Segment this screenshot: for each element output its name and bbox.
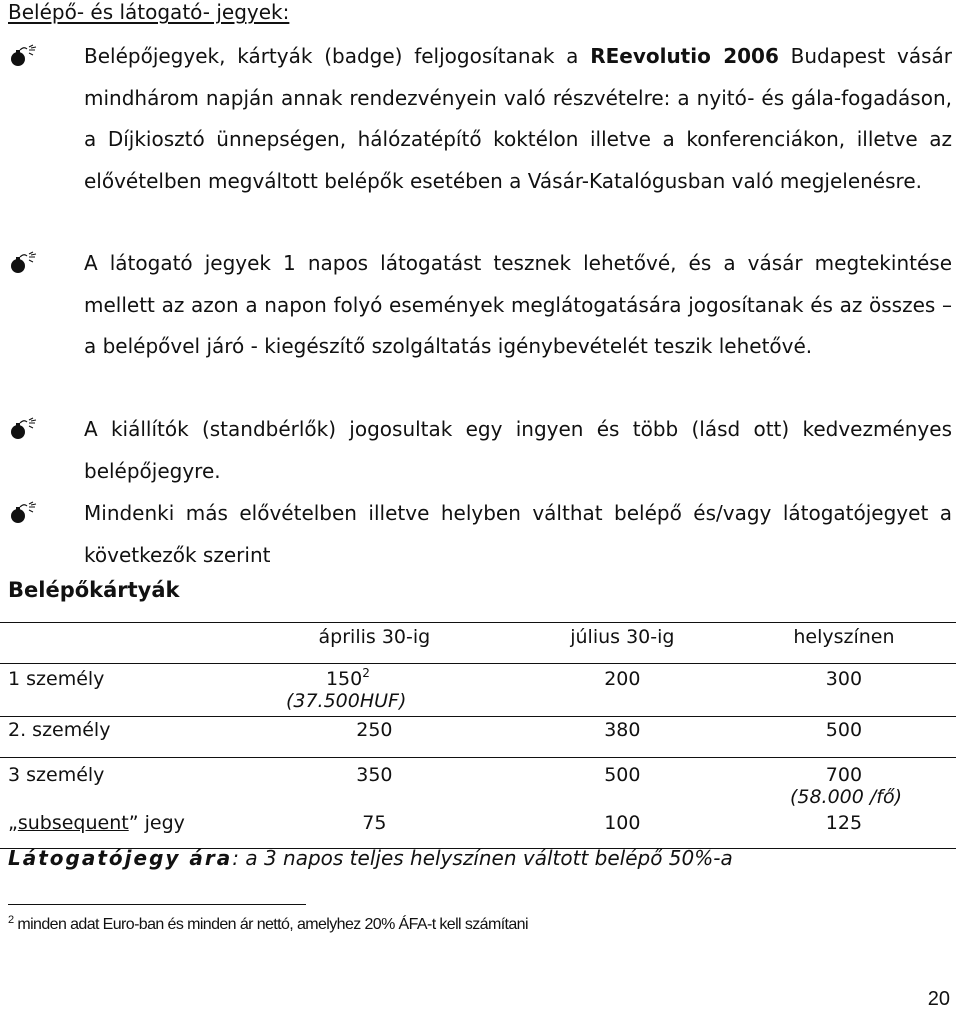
column-header-april: április 30-ig [236, 623, 513, 664]
column-header-onsite: helyszínen [732, 623, 956, 664]
price-onsite: 125 [732, 808, 956, 849]
bomb-bullet-icon [8, 417, 40, 441]
bomb-bullet-icon [8, 501, 40, 525]
footnote-separator [8, 904, 306, 905]
price-april: 250 [236, 717, 513, 758]
bomb-bullet-icon [8, 44, 40, 68]
price-july: 100 [513, 808, 732, 849]
table-row [0, 808, 956, 849]
bullet-text: A kiállítók (standbérlők) jogosultak egy ingyen és több (lásd ott) kedvezményes belépőjegyre. [84, 417, 952, 483]
price-july: 380 [513, 717, 732, 758]
page-number: 20 [927, 988, 950, 1010]
price-table [0, 622, 956, 849]
badges-subheading: Belépőkártyák [8, 578, 180, 602]
bullet-item [8, 493, 952, 576]
bullet-item [8, 409, 952, 492]
price-onsite: 700 (58.000 /fő) [732, 758, 956, 809]
row-label: 1 személy [8, 668, 105, 690]
price-july: 200 [604, 668, 641, 690]
row-label: „subsequent” jegy [0, 808, 236, 849]
bullet-text: Belépőjegyek, kártyák (badge) feljogosítanak a REevolutio 2006 Budapest vásár mindhárom napján annak rendezvényein való részvételre: a nyitó- és gála-fogadáson, a Díjkiosztó ünnepségen, hálózatépítő koktélon illetve a konferenciákon, illetve az elővételben megváltott belépők esetében a Vásár-Katalógusban való megjelenésre. [84, 44, 952, 193]
table-header-row [0, 623, 956, 664]
price-onsite: 300 [825, 668, 863, 690]
column-header-july: július 30-ig [513, 623, 732, 664]
bullet-text: A látogató jegyek 1 napos látogatást tesznek lehetővé, és a vásár megtekintése mellett az azon a napon folyó események meglátogatására jogosítanak és az összes – a belépővel járó - kiegészítő szolgáltatás igénybevételét teszik lehetővé. [84, 251, 952, 358]
footnote-ref: 2 [362, 666, 370, 680]
row-label: 2. személy [0, 717, 236, 758]
section-heading: Belépő- és látogató- jegyek: [8, 0, 290, 24]
price-onsite: 500 [732, 717, 956, 758]
bullet-text: Mindenki más elővételben illetve helyben válthat belépő és/vagy látogatójegyet a következők szerint [84, 501, 952, 567]
table-row [0, 664, 956, 717]
event-name: REevolutio 2006 [590, 44, 779, 68]
row-label: 3 személy [0, 758, 236, 809]
table-row [0, 758, 956, 809]
bomb-bullet-icon [8, 251, 40, 275]
price-huf-note: (37.500HUF) [285, 690, 407, 712]
table-row [0, 717, 956, 758]
price-april: 350 [236, 758, 513, 809]
bullet-item [8, 36, 952, 202]
price-huf-note: (58.000 /fő) [789, 786, 902, 808]
column-header [0, 623, 236, 664]
bullet-item [8, 243, 952, 368]
price-april: $150^2$ (37.500HUF) [236, 664, 513, 717]
visitor-ticket-price: Látogatójegy ára: a 3 napos teljes helyszínen váltott belépő 50%-a [8, 846, 733, 870]
price-july: 500 [513, 758, 732, 809]
price-april: 75 [236, 808, 513, 849]
footnote: $^2$ minden adat Euro-ban és minden ár nettó, amelyhez 20% ÁFA-t kell számítani [8, 914, 528, 933]
